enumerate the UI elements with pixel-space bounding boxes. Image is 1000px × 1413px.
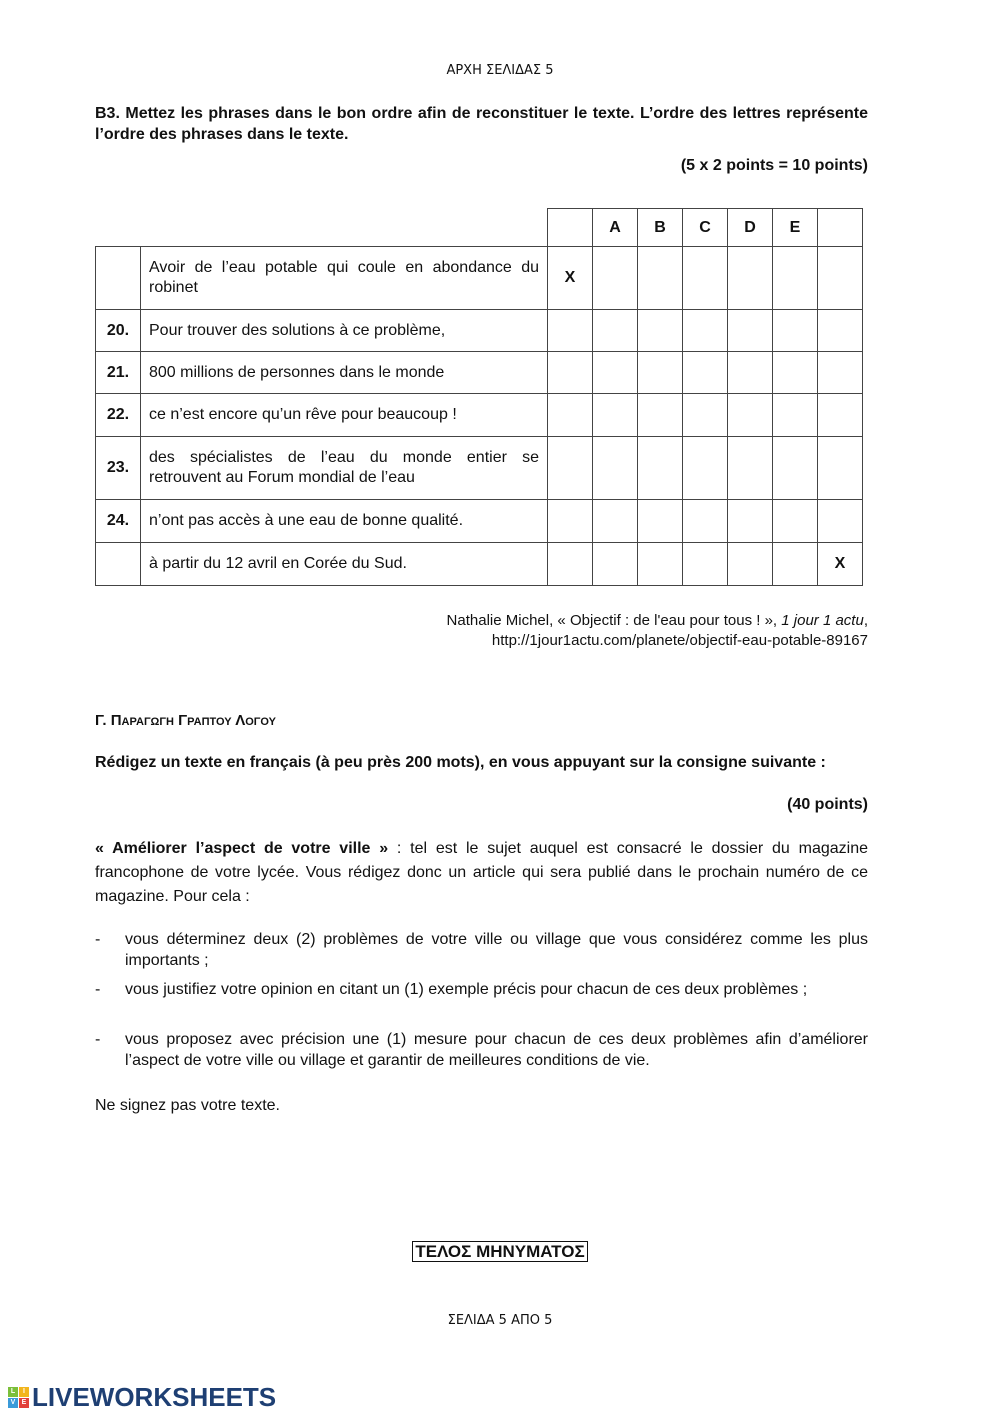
bullet-dash: - — [95, 1031, 101, 1048]
page-footer: ΣΕΛΙΔΑ 5 ΑΠΟ 5 — [447, 1313, 553, 1328]
answer-cell[interactable] — [818, 394, 863, 437]
bullet-2 — [95, 979, 868, 1000]
row-phrase: 800 millions de personnes dans le monde — [141, 352, 548, 394]
table-row — [96, 437, 863, 500]
answer-cell[interactable] — [593, 352, 638, 394]
answer-cell[interactable] — [818, 500, 863, 543]
bullet-text: vous justifiez votre opinion en citant un (1) exemple précis pour chacun de ces deux problèmes ; — [125, 981, 808, 998]
answer-cell[interactable] — [683, 500, 728, 543]
row-number: 24. — [96, 500, 141, 543]
b3-instruction: B3. Mettez les phrases dans le bon ordre afin de reconstituer le texte. L’ordre des lettres représente l’ordre des phrases dans le texte. — [95, 105, 868, 143]
answer-cell[interactable] — [593, 310, 638, 352]
liveworksheets-logo — [8, 1382, 276, 1413]
answer-cell[interactable] — [683, 352, 728, 394]
subject-title: « Améliorer l’aspect de votre ville » — [95, 840, 389, 857]
answer-cell[interactable] — [818, 310, 863, 352]
section-c-instruction: Rédigez un texte en français (à peu près 200 mots), en vous appuyant sur la consigne suivante : — [95, 754, 826, 771]
logo-letter: E — [19, 1398, 29, 1408]
answer-cell[interactable] — [773, 310, 818, 352]
row-number: 23. — [96, 437, 141, 500]
answer-cell[interactable] — [683, 437, 728, 500]
answer-cell[interactable] — [683, 310, 728, 352]
logo-icon — [8, 1387, 29, 1408]
subject-text: : tel est le sujet auquel est consacré le dossier du magazine francophone de votre lycée. Vous rédigez donc un article qui sera publié dans le prochain numéro de ce magazine. Pour cela : — [95, 840, 868, 905]
table-row — [96, 247, 863, 310]
answer-cell[interactable] — [773, 352, 818, 394]
end-wrapper — [0, 1242, 1000, 1262]
logo-letter: I — [19, 1387, 29, 1397]
ordering-table — [95, 208, 863, 586]
source-author: Nathalie Michel, « Objectif : de l'eau pour tous ! », — [446, 612, 782, 629]
answer-cell[interactable] — [638, 310, 683, 352]
answer-cell[interactable] — [818, 247, 863, 310]
table-row — [96, 543, 863, 586]
answer-cell[interactable] — [593, 437, 638, 500]
answer-cell[interactable] — [548, 437, 593, 500]
column-header: A — [593, 209, 638, 247]
row-number: 21. — [96, 352, 141, 394]
column-header — [548, 209, 593, 247]
row-phrase: n’ont pas accès à une eau de bonne qualité. — [141, 500, 548, 543]
answer-cell[interactable] — [548, 352, 593, 394]
answer-cell[interactable] — [728, 310, 773, 352]
answer-cell[interactable] — [638, 437, 683, 500]
answer-cell[interactable] — [548, 543, 593, 586]
row-phrase: Avoir de l’eau potable qui coule en abondance du robinet — [141, 247, 548, 310]
answer-cell[interactable] — [818, 352, 863, 394]
answer-cell[interactable] — [638, 500, 683, 543]
bullet-1 — [95, 929, 868, 971]
column-header — [818, 209, 863, 247]
answer-cell[interactable] — [773, 437, 818, 500]
answer-cell[interactable]: X — [548, 247, 593, 310]
answer-cell[interactable] — [593, 500, 638, 543]
source-comma: , — [863, 612, 868, 629]
row-number: 20. — [96, 310, 141, 352]
row-phrase: ce n’est encore qu’un rêve pour beaucoup ! — [141, 394, 548, 437]
answer-cell[interactable] — [593, 543, 638, 586]
answer-cell[interactable] — [638, 394, 683, 437]
answer-cell[interactable] — [773, 500, 818, 543]
b3-points: (5 x 2 points = 10 points) — [680, 157, 868, 174]
answer-cell[interactable] — [818, 437, 863, 500]
row-number: 22. — [96, 394, 141, 437]
table-row — [96, 500, 863, 543]
section-c-title: Γ. Παραγωγη Γραπτου Λογου — [95, 712, 277, 729]
table-row — [96, 310, 863, 352]
answer-cell[interactable] — [593, 247, 638, 310]
answer-cell[interactable] — [638, 352, 683, 394]
row-number — [96, 543, 141, 586]
answer-cell[interactable] — [638, 247, 683, 310]
bullet-dash: - — [95, 981, 101, 998]
end-of-message: ΤΕΛΟΣ ΜΗΝΥΜΑΤΟΣ — [412, 1241, 587, 1262]
answer-cell[interactable] — [683, 394, 728, 437]
answer-cell[interactable] — [548, 310, 593, 352]
answer-cell[interactable] — [773, 394, 818, 437]
answer-cell[interactable] — [773, 247, 818, 310]
page-header: ΑΡΧΗ ΣΕΛΙΔΑΣ 5 — [446, 63, 554, 78]
logo-letter: L — [8, 1387, 18, 1397]
row-phrase: Pour trouver des solutions à ce problème, — [141, 310, 548, 352]
section-c-subject — [95, 837, 868, 909]
answer-cell[interactable] — [683, 543, 728, 586]
answer-cell[interactable] — [728, 394, 773, 437]
table-row — [96, 352, 863, 394]
answer-cell[interactable] — [548, 394, 593, 437]
bullet-dash: - — [95, 931, 101, 948]
answer-cell[interactable]: X — [818, 543, 863, 586]
row-number — [96, 247, 141, 310]
column-header: C — [683, 209, 728, 247]
closing-note: Ne signez pas votre texte. — [95, 1097, 280, 1114]
column-header: B — [638, 209, 683, 247]
row-phrase: des spécialistes de l’eau du monde entier se retrouvent au Forum mondial de l’eau — [141, 437, 548, 500]
answer-cell[interactable] — [548, 500, 593, 543]
header-row — [96, 209, 863, 247]
answer-cell[interactable] — [728, 500, 773, 543]
bullet-text: vous proposez avec précision une (1) mesure pour chacun de ces deux problèmes afin d’améliorer l’aspect de votre ville ou village et garantir de meilleures conditions de vie. — [125, 1031, 868, 1069]
table-row — [96, 394, 863, 437]
answer-cell[interactable] — [638, 543, 683, 586]
section-c-points: (40 points) — [787, 796, 868, 813]
logo-text: LIVEWORKSHEETS — [32, 1382, 277, 1412]
answer-cell[interactable] — [683, 247, 728, 310]
answer-cell[interactable] — [593, 394, 638, 437]
blank-cell — [96, 209, 548, 247]
logo-letter: V — [8, 1398, 18, 1408]
row-phrase: à partir du 12 avril en Corée du Sud. — [141, 543, 548, 586]
column-header: E — [773, 209, 818, 247]
answer-cell[interactable] — [773, 543, 818, 586]
answer-cell[interactable] — [728, 543, 773, 586]
source-citation — [95, 611, 868, 651]
bullet-3 — [95, 1029, 868, 1071]
source-publication: 1 jour 1 actu — [781, 612, 864, 629]
answer-cell[interactable] — [728, 352, 773, 394]
bullet-text: vous déterminez deux (2) problèmes de votre ville ou village que vous considérez comme les plus importants ; — [125, 931, 868, 969]
source-url: http://1jour1actu.com/planete/objectif-eau-potable-89167 — [491, 632, 868, 649]
answer-cell[interactable] — [728, 247, 773, 310]
answer-cell[interactable] — [728, 437, 773, 500]
column-header: D — [728, 209, 773, 247]
